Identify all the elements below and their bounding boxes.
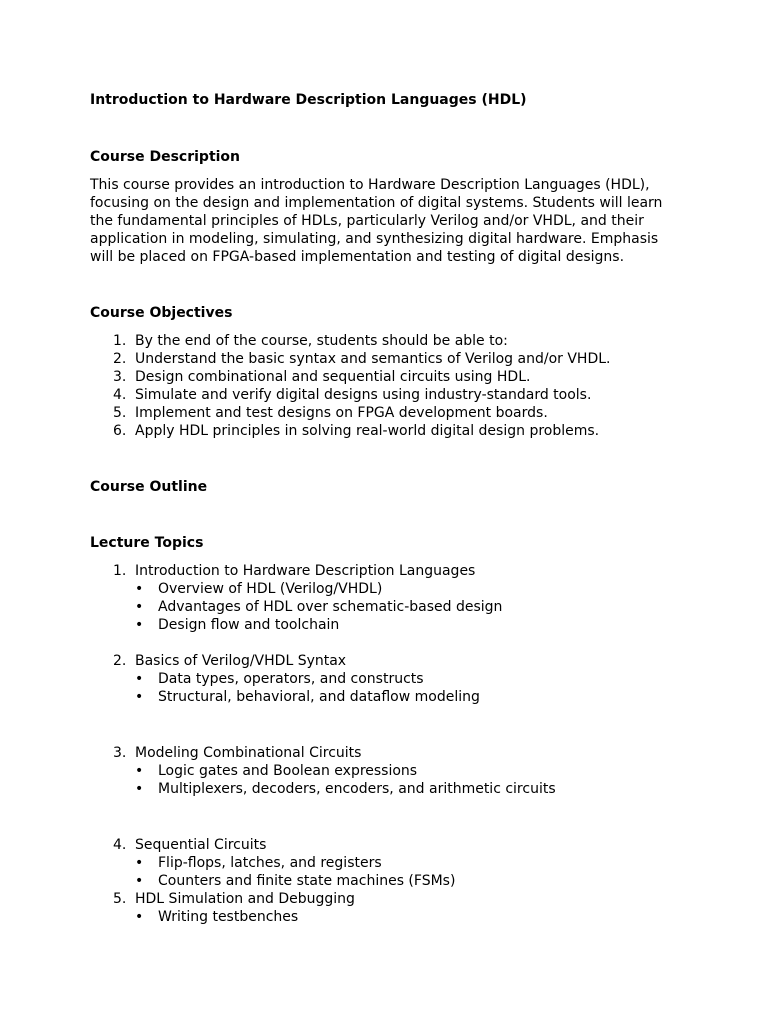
subtopic-list <box>135 854 670 890</box>
objective-item: 3. Design combinational and sequential circuits using HDL. <box>113 369 531 385</box>
objective-item: 5. Implement and test designs on FPGA development boards. <box>113 405 548 421</box>
subtopic-list <box>135 670 670 706</box>
course-objectives-heading: Course Objectives <box>90 305 233 321</box>
bullet-icon: • <box>135 855 144 871</box>
objective-item: 2. Understand the basic syntax and semantics of Verilog and/or VHDL. <box>113 351 611 367</box>
lecture-topic-item: 1. Introduction to Hardware Description Languages • Overview of HDL (Verilog/VHDL) • Advantages of HDL over schematic-based design • Design flow and toolchain <box>90 562 670 634</box>
bullet-icon: • <box>135 873 144 889</box>
bullet-icon: • <box>135 909 144 925</box>
lecture-topic-item: 3. Modeling Combinational Circuits • Logic gates and Boolean expressions • Multiplexers, decoders, encoders, and arithmetic circuits <box>90 744 670 798</box>
lecture-topics-list <box>90 562 670 926</box>
subtopic-item: • Multiplexers, decoders, encoders, and arithmetic circuits <box>135 781 556 797</box>
subtopic-item: • Flip-flops, latches, and registers <box>135 855 382 871</box>
lecture-topic-item: 2. Basics of Verilog/VHDL Syntax • Data types, operators, and constructs • Structural, behavioral, and dataflow modeling <box>90 652 670 706</box>
subtopic-list <box>135 580 670 634</box>
bullet-icon: • <box>135 671 144 687</box>
bullet-icon: • <box>135 581 144 597</box>
subtopic-item: • Advantages of HDL over schematic-based design <box>135 599 503 615</box>
document-title: Introduction to Hardware Description Languages (HDL) <box>90 92 527 108</box>
bullet-icon: • <box>135 599 144 615</box>
lecture-topics-heading: Lecture Topics <box>90 535 204 551</box>
objectives-list <box>90 332 670 440</box>
course-description-heading: Course Description <box>90 149 241 165</box>
subtopic-item: • Data types, operators, and constructs <box>135 671 424 687</box>
lecture-topic-item: 4. Sequential Circuits • Flip-flops, latches, and registers • Counters and finite state machines (FSMs) <box>90 836 670 890</box>
lecture-topic-item: 5. HDL Simulation and Debugging • Writing testbenches <box>90 890 670 926</box>
subtopic-item: • Design flow and toolchain <box>135 617 340 633</box>
bullet-icon: • <box>135 763 144 779</box>
course-outline-heading: Course Outline <box>90 479 208 495</box>
course-description-text: This course provides an introduction to Hardware Description Languages (HDL), focusing on the design and implementation of digital systems. Students will learn the fundamental principles of HDLs, particularly Verilog and/or VHDL, and their application in modeling, simulating, and synthesizing digital hardware. Emphasis will be placed on FPGA-based implementation and testing of digital designs. <box>90 177 663 265</box>
bullet-icon: • <box>135 617 144 633</box>
objective-item: 4. Simulate and verify digital designs using industry-standard tools. <box>113 387 592 403</box>
subtopic-list <box>135 908 670 926</box>
subtopic-list <box>135 762 670 798</box>
subtopic-item: • Counters and finite state machines (FSMs) <box>135 873 456 889</box>
subtopic-item: • Overview of HDL (Verilog/VHDL) <box>135 581 383 597</box>
objective-item: 1. By the end of the course, students should be able to: <box>113 333 508 349</box>
objective-item: 6. Apply HDL principles in solving real-world digital design problems. <box>113 423 600 439</box>
bullet-icon: • <box>135 689 144 705</box>
subtopic-item: • Logic gates and Boolean expressions <box>135 763 418 779</box>
subtopic-item: • Writing testbenches <box>135 909 299 925</box>
bullet-icon: • <box>135 781 144 797</box>
subtopic-item: • Structural, behavioral, and dataflow modeling <box>135 689 480 705</box>
